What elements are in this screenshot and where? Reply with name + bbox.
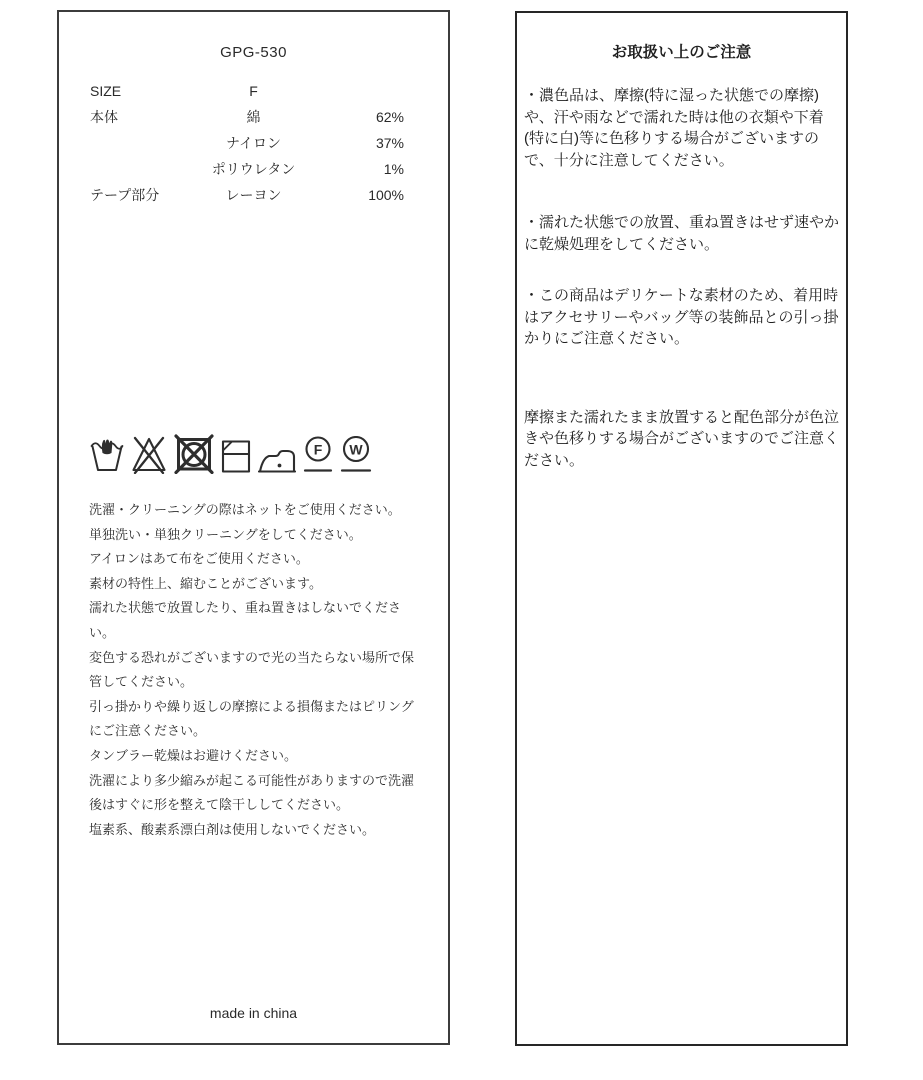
precaution-paragraph: ・この商品はデリケートな素材のため、着用時はアクセサリーやバッグ等の装飾品との引っ掛かりにご注意ください。 [524,287,839,347]
precaution-paragraph: ・濡れた状態での放置、重ね置きはせず速やかに乾燥処理をしてください。 [524,214,840,253]
spec-value: 綿 [246,109,261,125]
spec-percent: 100% [368,187,404,203]
care-instruction-line: 素材の特性上、縮むことがございます。 [89,575,322,591]
spec-label: SIZE [90,83,122,99]
care-symbols-row [90,428,372,474]
svg-text:F: F [313,441,323,458]
spec-label: 本体 [90,109,118,125]
product-code: GPG-530 [220,44,287,61]
do-not-bleach-icon [131,434,167,474]
care-instruction-line: 引っ掛かりや繰り返しの摩擦による損傷またはピリングにご注意ください。 [89,698,414,739]
spec-row-size [59,81,448,101]
care-instruction-line: アイロンはあて布をご使用ください。 [89,551,309,567]
care-instruction-line: タンブラー乾燥はお避けください。 [89,747,298,763]
precautions-body [524,85,842,471]
care-instruction-line: 単独洗い・単独クリーニングをしてください。 [89,526,362,542]
dry-clean-petroleum-gentle-icon [303,436,333,474]
care-instructions [89,498,423,842]
spec-row-tape-rayon [59,185,448,205]
spec-label: テープ部分 [90,187,160,203]
spec-value: レーヨン [225,187,282,203]
care-instruction-line: 濡れた状態で放置したり、重ね置きはしないでください。 [89,600,402,640]
precautions-panel [515,11,848,1046]
precaution-paragraph: 摩擦また濡れたまま放置すると配色部分が色泣きや色移りする場合がございますのでご注意ください。 [524,408,840,469]
do-not-tumble-dry-icon [174,434,214,474]
care-instruction-line: 洗濯により多少縮みが起こる可能性がありますので洗濯後はすぐに形を整えて陰干ししてください。 [89,772,415,813]
spec-row-body-cotton [59,107,448,127]
spec-percent: 1% [383,161,404,177]
care-instruction-line: 塩素系、酸素系漂白剤は使用しないでください。 [89,821,376,837]
precautions-title: お取扱い上のご注意 [611,44,752,61]
flat-dry-in-shade-icon [221,438,251,474]
spec-value: F [249,83,258,99]
composition-panel [57,10,450,1045]
spec-value: ナイロン [225,135,282,151]
spec-percent: 62% [375,109,404,125]
hand-wash-icon [90,434,124,474]
spec-value: ポリウレタン [211,161,296,177]
country-of-origin: made in china [209,1005,298,1021]
precaution-paragraph: ・濃色品は、摩擦(特に湿った状態での摩擦)や、汗や雨などで濡れた時は他の衣類や下着(特に白)等に色移りする場合がございますので、十分に注意してください。 [524,87,824,169]
wet-clean-gentle-icon [340,436,372,474]
care-instruction-line: 洗濯・クリーニングの際はネットをご使用ください。 [89,502,401,517]
iron-low-temp-icon [258,438,296,474]
spec-percent: 37% [375,135,404,151]
spec-row-polyurethane [59,159,448,179]
svg-text:W: W [349,441,363,458]
spec-row-nylon [59,133,448,153]
care-instruction-line: 変色する恐れがございますので光の当たらない場所で保管してください。 [89,649,415,690]
